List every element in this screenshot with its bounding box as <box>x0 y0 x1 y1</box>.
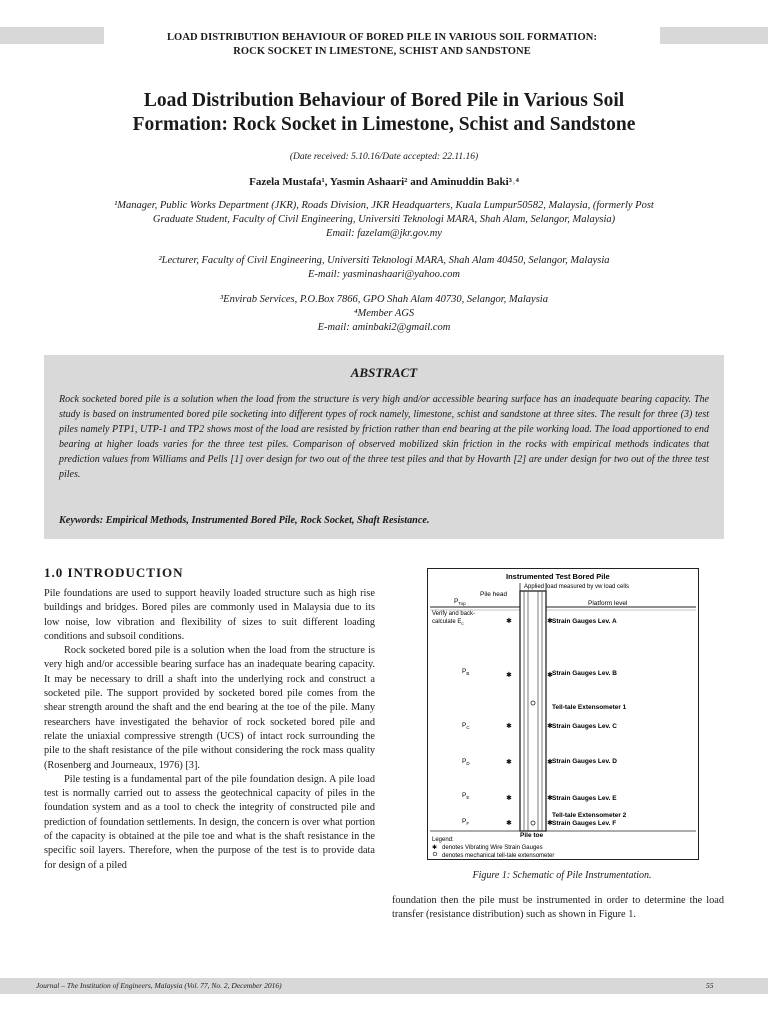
affiliation-2-email[interactable]: E-mail: yasminashaari@yahoo.com <box>308 269 460 280</box>
pile-toe-label: Pile toe <box>520 832 544 839</box>
figure-caption: Figure 1: Schematic of Pile Instrumentation. <box>472 870 652 881</box>
tell-tale-extensometer-2: Tell-tale Extensometer 2 <box>552 812 627 819</box>
p-d-subscript: D <box>466 761 470 766</box>
p-c-letter: P <box>462 722 467 729</box>
p-c-subscript: C <box>466 725 470 730</box>
gauge-symbol-c-left: ✱ <box>506 723 512 730</box>
tell-tale-extensometer-1: Tell-tale Extensometer 1 <box>552 704 627 711</box>
p-e-subscript: E <box>466 795 470 800</box>
p-b-label <box>462 668 469 676</box>
p-d-label <box>462 758 470 766</box>
verify-label-1: Verify and back- <box>432 611 476 617</box>
affiliation-3-line-2: ⁴Member AGS <box>353 308 415 319</box>
gauge-symbol-f-left: ✱ <box>506 820 512 827</box>
right-column <box>392 894 724 923</box>
keywords: Keywords: Empirical Methods, Instrumented Bored Pile, Rock Socket, Shaft Resistance. <box>59 515 430 526</box>
affiliation-1 <box>40 199 728 241</box>
gauge-level-f: Strain Gauges Lev. F <box>552 820 617 827</box>
legend-extensometer: denotes mechanical tell-tale extensometer <box>442 853 555 859</box>
title-line-2: Formation: Rock Socket in Limestone, Schist and Sandstone <box>132 114 636 135</box>
page-number: 55 <box>706 981 714 990</box>
figure-title: Instrumented Test Bored Pile <box>506 572 610 581</box>
gauge-level-a: Strain Gauges Lev. A <box>552 618 617 625</box>
affiliation-2 <box>40 254 728 282</box>
gauge-symbol-c-right: ✱ <box>547 723 553 730</box>
p-c-label <box>462 722 470 730</box>
header-bar-right <box>660 27 768 44</box>
verify-label-subscript: c <box>461 621 464 626</box>
p-d-letter: P <box>462 758 467 765</box>
affiliation-2-line-1: ²Lecturer, Faculty of Civil Engineering, Universiti Teknologi MARA, Shah Alam 40450, Selangor, Malaysia <box>158 255 610 266</box>
platform-level-label: Platform level <box>588 600 628 607</box>
affiliation-1-email[interactable]: Email: fazelam@jkr.gov.my <box>326 228 442 239</box>
authors: Fazela Mustafa¹, Yasmin Ashaari² and Aminuddin Baki³˒⁴ <box>249 176 519 188</box>
legend-title: Legend: <box>432 837 454 843</box>
intro-paragraph-3: Pile testing is a fundamental part of the pile foundation design. A pile load test is normally carried out to assess the geotechnical capacity of piles in the foundation system and as a tool to check the integrity of constructed pile and prediction of foundation settlements. In design, the concern is over what portion of the capacity is obtained at the pile toe and what is the shaft resistance in the specific soil layers. Therefore, when the purpose of the test is to provide data for design of a piled <box>44 773 375 871</box>
figure-pile-schematic <box>427 568 699 860</box>
running-head-line-2: ROCK SOCKET IN LIMESTONE, SCHIST AND SANDSTONE <box>233 46 531 57</box>
affiliation-1-line-1: ¹Manager, Public Works Department (JKR), Roads Division, JKR Headquarters, Kuala Lumpur50582, Malaysia, (formerly Post <box>114 200 654 211</box>
verify-label-text: calculate E <box>432 619 462 625</box>
gauge-symbol-b-right: ✱ <box>547 672 553 679</box>
affiliation-1-line-2: Graduate Student, Faculty of Civil Engineering, Universiti Teknologi MARA, Shah Alam, Selangor, Malaysia) <box>152 214 616 225</box>
gauge-level-e: Strain Gauges Lev. E <box>552 795 617 802</box>
abstract-text: Rock socketed bored pile is a solution when the load from the structure is very high and/or accessible bearing surface has an inadequate bearing capacity. The study is based on instrumented bored pile socketing into different types of rock namely, limestone, schist and sandstone at three sites. The result for three (3) test piles namely PTP1, UTP-1 and TP2 shows most of the load are resisted by friction rather than end bearing at the pile working load. The load apportioned to end bearing at higher loads varies for the three test piles. Comparison of observed mobilized skin friction in the rocks with empirical methods indicates that prediction values from Williams and Pells [1] over design for two out of the three test piles and that by Hovarth [2] are under design for two out of the three test piles. <box>59 394 709 480</box>
gauge-level-c: Strain Gauges Lev. C <box>552 723 617 730</box>
p-top-subscript: Top <box>458 601 466 606</box>
left-column <box>44 587 375 873</box>
p-f-subscript: F <box>466 821 470 826</box>
legend-strain-gauges: denotes Vibrating Wire Strain Gauges <box>442 845 543 851</box>
intro-paragraph-1: Pile foundations are used to support heavily loaded structure such as high rise buildings and bridges. Bored piles are commonly used in Malaysia due to its low noise, low vibration and flexibility of sizes to suit different loading conditions and subsoil conditions. <box>44 588 375 642</box>
header-bar-left <box>0 27 104 44</box>
gauge-symbol-b-left: ✱ <box>506 672 512 679</box>
affiliation-3-email[interactable]: E-mail: aminbaki2@gmail.com <box>317 322 451 333</box>
footer-journal: Journal – The Institution of Engineers, Malaysia (Vol. 77, No. 2, December 2016) <box>36 981 282 990</box>
dates-received: (Date received: 5.10.16/Date accepted: 22.11.16) <box>289 152 479 162</box>
affiliation-3-line-1: ³Envirab Services, P.O.Box 7866, GPO Shah Alam 40730, Selangor, Malaysia <box>220 294 548 305</box>
section-heading-introduction: 1.0 INTRODUCTION <box>44 565 184 580</box>
pile-schematic-diagram <box>428 569 698 859</box>
gauge-symbol-d-right: ✱ <box>547 759 553 766</box>
p-e-letter: P <box>462 792 467 799</box>
legend-extensometer-symbol <box>433 852 437 856</box>
abstract-box <box>44 355 724 539</box>
legend-gauge-symbol: ✱ <box>432 845 438 851</box>
gauge-symbol-e-left: ✱ <box>506 795 512 802</box>
gauge-level-d: Strain Gauges Lev. D <box>552 758 617 765</box>
p-b-letter: P <box>462 668 467 675</box>
p-f-label <box>462 818 469 826</box>
gauge-symbol-f-right: ✱ <box>547 820 553 827</box>
paper-title <box>40 89 728 137</box>
running-head <box>104 31 660 59</box>
p-e-label <box>462 792 469 800</box>
p-f-letter: P <box>462 818 467 825</box>
gauge-symbol-d-left: ✱ <box>506 759 512 766</box>
figure-subtitle: Applied load measured by vw load cells <box>524 584 630 590</box>
p-top-letter: P <box>454 598 459 605</box>
running-head-line-1: LOAD DISTRIBUTION BEHAVIOUR OF BORED PILE IN VARIOUS SOIL FORMATION: <box>166 32 598 43</box>
verify-label-2 <box>432 619 464 626</box>
title-line-1: Load Distribution Behaviour of Bored Pile in Various Soil <box>143 90 625 111</box>
gauge-symbol-a-right: ✱ <box>547 618 553 625</box>
p-top-label <box>454 598 466 606</box>
intro-paragraph-4: foundation then the pile must be instrumented in order to determine the load transfer (resistance distribution) such as shown in Figure 1. <box>392 895 724 921</box>
affiliation-3 <box>40 293 728 335</box>
gauge-symbol-a-left: ✱ <box>506 618 512 625</box>
p-b-subscript: B <box>466 671 470 676</box>
pile-head-label: Pile head <box>480 591 508 598</box>
abstract-heading: ABSTRACT <box>350 365 418 380</box>
gauge-symbol-e-right: ✱ <box>547 795 553 802</box>
intro-paragraph-2: Rock socketed bored pile is a solution when the load from the structure is very high and/or accessible bearing surface has an inadequate bearing capacity. It may be necessary to drill a shaft into the underlying rock and construct a socketed pile. The support provided by socketed bored pile comes from the shear strength around the shaft and the end bearing at the toe of the pile. Many researchers have investigated the behavior of rock socketed bored pile and relate the uniaxial compressive strength (UCS) of intact rock surrounding the pile to the shaft resistance of the pile without considering the rock mass quality (Rosenberg and Journeaux, 1976) [3]. <box>44 645 375 771</box>
gauge-level-b: Strain Gauges Lev. B <box>552 670 617 677</box>
